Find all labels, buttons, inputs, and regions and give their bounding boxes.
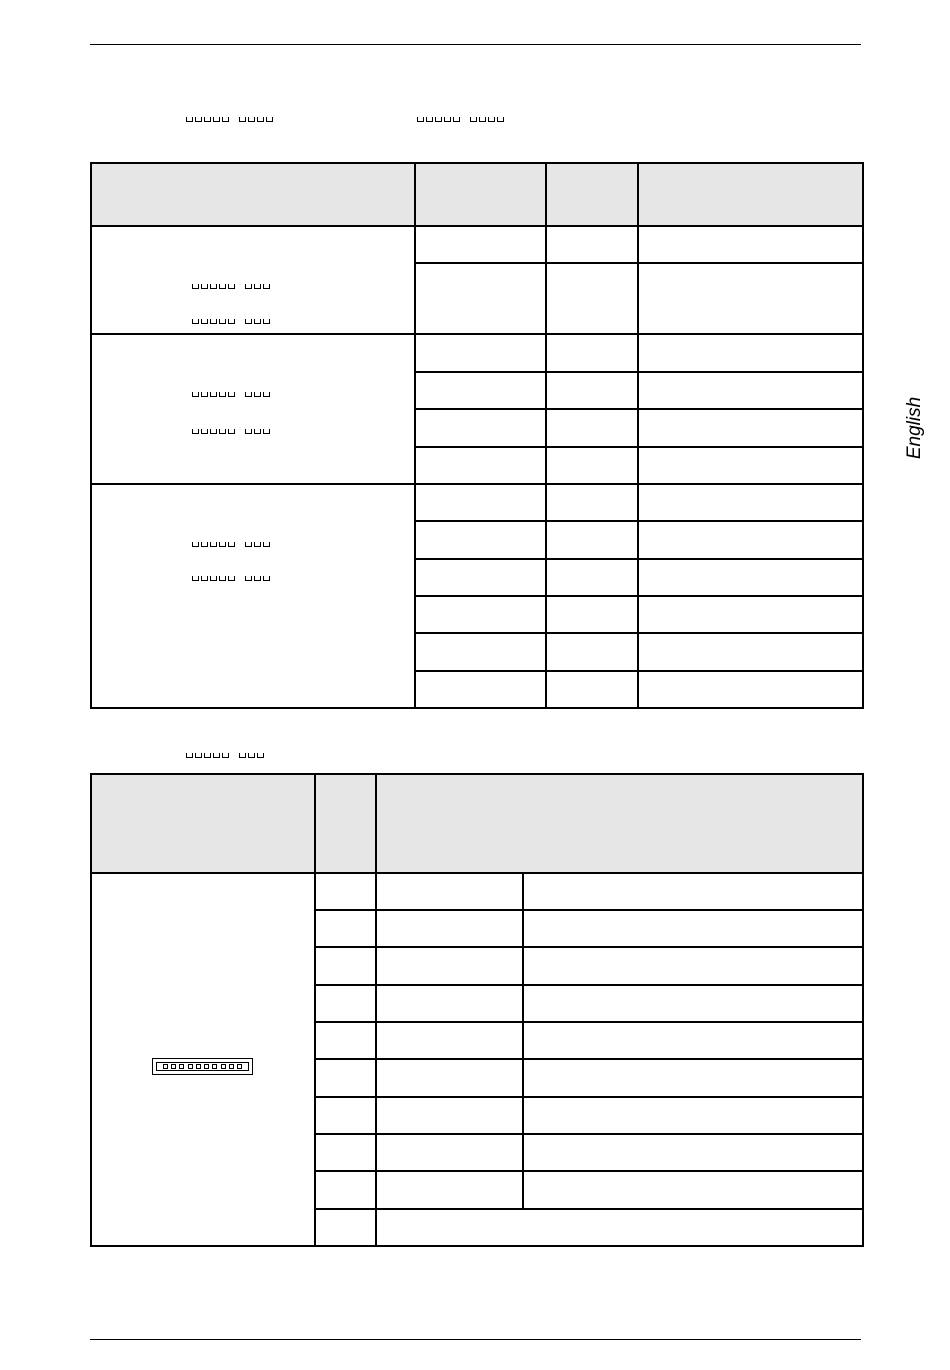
- spec-cell: [638, 633, 863, 671]
- spec-cell: [415, 226, 546, 263]
- spec-group-label-cell: [91, 226, 415, 334]
- pin-description-cell: [523, 1134, 863, 1171]
- spec-cell: [415, 263, 546, 334]
- spec-cell: [546, 596, 638, 633]
- spec-cell: [638, 521, 863, 559]
- connector-table: [90, 773, 864, 1247]
- connector-header-cell: [91, 774, 315, 873]
- spec-table-row: [91, 484, 863, 521]
- spec-cell: [546, 334, 638, 372]
- spec-cell: [415, 409, 546, 447]
- pin-row: [91, 873, 863, 910]
- spec-cell: [415, 372, 546, 409]
- spec-table: [90, 162, 864, 709]
- spec-cell: [546, 559, 638, 596]
- spec-cell: [415, 484, 546, 521]
- spec-cell: [638, 409, 863, 447]
- group-label-glyphs: [192, 426, 270, 434]
- spec-header-cell: [415, 163, 546, 226]
- spec-cell: [415, 447, 546, 484]
- pin-signal-cell: [376, 947, 523, 985]
- pin-number-cell: [315, 1209, 376, 1246]
- pin-description-cell: [523, 1097, 863, 1134]
- pin-number-cell: [315, 910, 376, 947]
- spec-cell: [415, 521, 546, 559]
- spec-cell: [546, 671, 638, 708]
- pin-description-cell: [523, 910, 863, 947]
- pin-signal-cell: [376, 910, 523, 947]
- spec-cell: [546, 372, 638, 409]
- spec-cell: [638, 447, 863, 484]
- spec-cell: [415, 671, 546, 708]
- connector-header-cell: [376, 774, 863, 873]
- group-label-glyphs: [192, 539, 270, 547]
- spec-cell: [638, 372, 863, 409]
- spec-cell: [638, 484, 863, 521]
- language-label: English: [904, 396, 925, 460]
- section1-heading-right: [417, 114, 504, 122]
- pin-signal-cell: [376, 1022, 523, 1059]
- pin-description-cell: [523, 1059, 863, 1097]
- pin-number-cell: [315, 873, 376, 910]
- spec-cell: [546, 447, 638, 484]
- pin-merged-cell: [376, 1209, 863, 1246]
- pin-description-cell: [523, 947, 863, 985]
- pin-number-cell: [315, 1022, 376, 1059]
- pin-number-cell: [315, 947, 376, 985]
- pin-description-cell: [523, 985, 863, 1022]
- group-label-glyphs: [192, 573, 270, 581]
- pin-signal-cell: [376, 873, 523, 910]
- spec-cell: [546, 633, 638, 671]
- pin-description-cell: [523, 1022, 863, 1059]
- spec-header-cell: [546, 163, 638, 226]
- pin-signal-cell: [376, 1059, 523, 1097]
- spec-cell: [546, 226, 638, 263]
- spec-cell: [415, 596, 546, 633]
- spec-table-header-row: [91, 163, 863, 226]
- spec-cell: [638, 334, 863, 372]
- pin-signal-cell: [376, 1134, 523, 1171]
- spec-cell: [638, 559, 863, 596]
- spec-table-row: [91, 334, 863, 372]
- spec-cell: [638, 263, 863, 334]
- pin-number-cell: [315, 985, 376, 1022]
- pin-description-cell: [523, 873, 863, 910]
- group-label-glyphs: [192, 316, 270, 324]
- spec-header-cell: [638, 163, 863, 226]
- connector-table-header-row: [91, 774, 863, 873]
- spec-cell: [546, 409, 638, 447]
- spec-group-label-cell: [91, 484, 415, 708]
- connector-icon: [152, 1058, 253, 1075]
- pin-number-cell: [315, 1171, 376, 1209]
- section1-heading-left: [186, 114, 273, 122]
- header-rule: [90, 44, 861, 45]
- spec-cell: [415, 334, 546, 372]
- footer-rule: [90, 1339, 861, 1340]
- spec-group-label-cell: [91, 334, 415, 484]
- pin-number-cell: [315, 1097, 376, 1134]
- spec-table-row: [91, 226, 863, 263]
- pin-number-cell: [315, 1059, 376, 1097]
- pin-signal-cell: [376, 1171, 523, 1209]
- language-tab: [902, 393, 928, 463]
- spec-cell: [546, 263, 638, 334]
- spec-cell: [638, 671, 863, 708]
- pin-description-cell: [523, 1171, 863, 1209]
- spec-cell: [638, 596, 863, 633]
- connector-header-cell: [315, 774, 376, 873]
- spec-cell: [415, 559, 546, 596]
- section2-heading: [186, 750, 264, 758]
- spec-cell: [546, 484, 638, 521]
- group-label-glyphs: [192, 281, 270, 289]
- pin-signal-cell: [376, 985, 523, 1022]
- spec-cell: [415, 633, 546, 671]
- pin-signal-cell: [376, 1097, 523, 1134]
- spec-cell: [546, 521, 638, 559]
- spec-cell: [638, 226, 863, 263]
- spec-header-cell: [91, 163, 415, 226]
- group-label-glyphs: [192, 389, 270, 397]
- pin-number-cell: [315, 1134, 376, 1171]
- connector-diagram-cell: [91, 873, 315, 1246]
